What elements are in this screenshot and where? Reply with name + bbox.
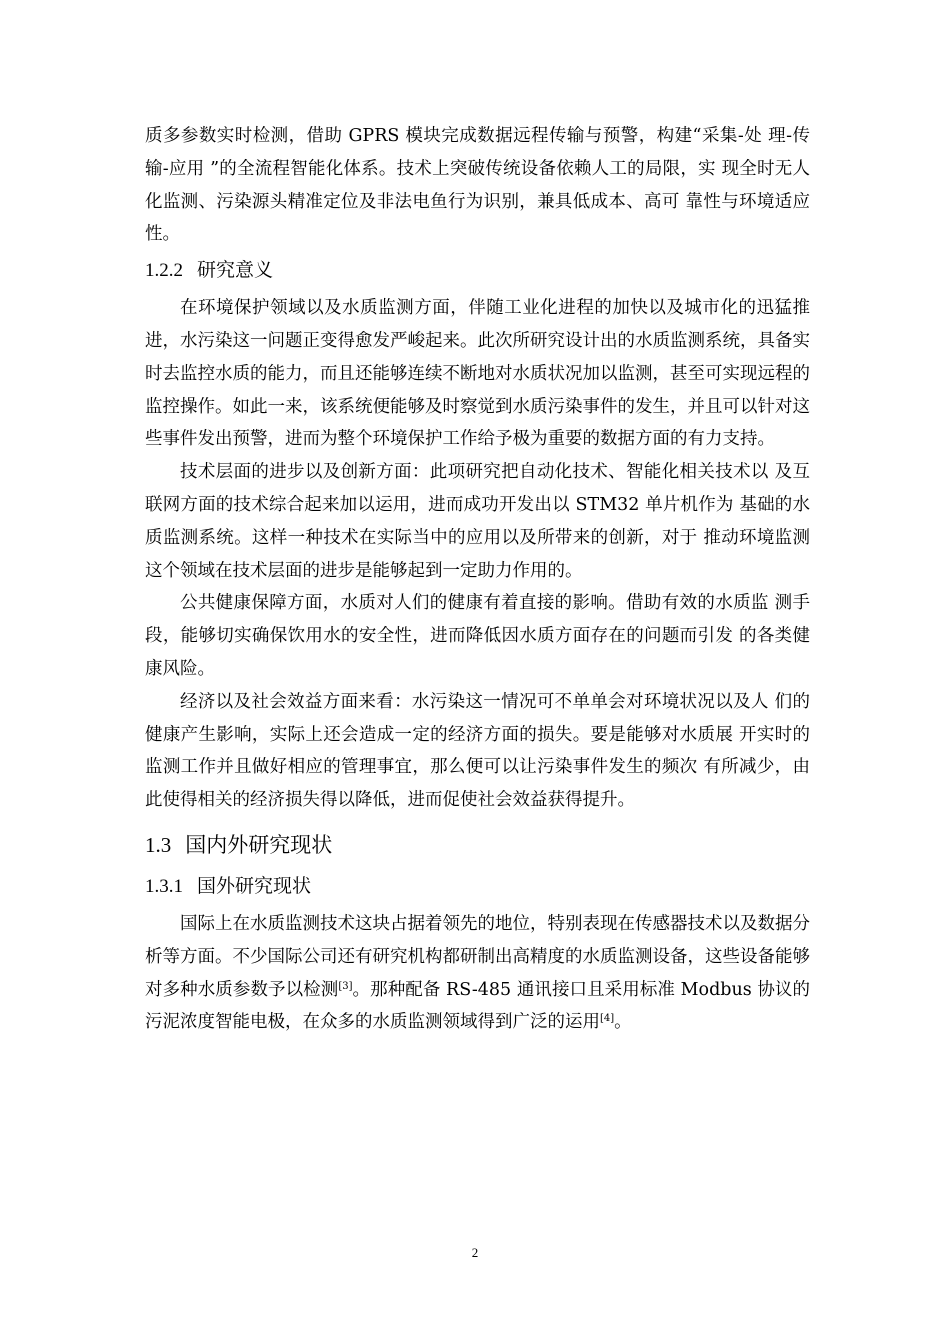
paragraph-continued: 质多参数实时检测，借助 GPRS 模块完成数据远程传输与预警，构建“采集-处 理-传输-应用 ”的全流程智能化体系。技术上突破传统设备依赖人工的局限，实 现全时无人化监测、污染源头精准定位及非法电鱼行为识别，兼具低成本、高可 靠性与环境适应性。 — [145, 126, 810, 245]
page-number: 2 — [471, 1245, 479, 1260]
citation-4: [4] — [600, 1013, 615, 1025]
heading-1-2-2 — [145, 253, 810, 288]
heading-number: 1.3.1 — [145, 875, 183, 897]
paragraph-environment: 在环境保护领域以及水质监测方面，伴随工业化进程的加快以及城市化的迅猛推进，水污染这一问题正变得愈发严峻起来。此次所研究设计出的水质监测系统，具备实时去监控水质的能力，而且还能够连续不断地对水质状况加以监测，甚至可实现远程的监控操作。如此一来，该系统便能够及时察觉到水质污染事件的发生，并且可以针对这些事件发出预警，进而为整个环境保护工作给予极为重要的数据方面的有力支持。 — [145, 298, 810, 450]
text-segment: 国际上在水质监测技术这块占据着领先的地位，特别表现在传感器技术以及数据分析等方面。不少国际公司还有研究机构都研制出高精度的水质监测设备，这些设备能够对多种水质参数予以检测 — [145, 913, 810, 1000]
heading-title: 国外研究现状 — [197, 874, 312, 897]
heading-title: 研究意义 — [197, 259, 274, 282]
heading-1-3-1 — [145, 869, 810, 904]
heading-title: 国内外研究现状 — [185, 832, 333, 857]
paragraph-technology: 技术层面的进步以及创新方面：此项研究把自动化技术、智能化相关技术以 及互联网方面的技术综合起来加以运用，进而成功开发出以 STM32 单片机作为 基础的水质监测系统。这样一种技术在实际当中的应用以及所带来的创新，对于 推动环境监测这个领域在技术层面的进步是能够起到一定助力作用的。 — [145, 462, 810, 581]
citation-3: [3] — [338, 980, 353, 992]
paragraph-health: 公共健康保障方面，水质对人们的健康有着直接的影响。借助有效的水质监 测手段，能够切实确保饮用水的安全性，进而降低因水质方面存在的问题而引发 的各类健康风险。 — [145, 593, 810, 679]
paragraph-international — [145, 908, 810, 1039]
heading-number: 1.3 — [145, 832, 172, 857]
text-segment: 。那种配备 RS-485 通讯接口且采用标准 Modbus 协议的污泥浓度智能电极，在众多的水质监测领域得到广泛的运用 — [145, 979, 811, 1033]
heading-1-3 — [145, 827, 810, 863]
heading-number: 1.2.2 — [145, 260, 183, 282]
text-segment: 。 — [614, 1012, 632, 1033]
paragraph-economy: 经济以及社会效益方面来看：水污染这一情况可不单单会对环境状况以及人 们的健康产生影响，实际上还会造成一定的经济方面的损失。要是能够对水质展 开实时的监测工作并且做好相应的管理事宜，那么便可以让污染事件发生的频次 有所减少，由此使得相关的经济损失得以降低，进而促使社会效益获得提升。 — [145, 691, 810, 811]
page-content — [145, 120, 810, 1039]
